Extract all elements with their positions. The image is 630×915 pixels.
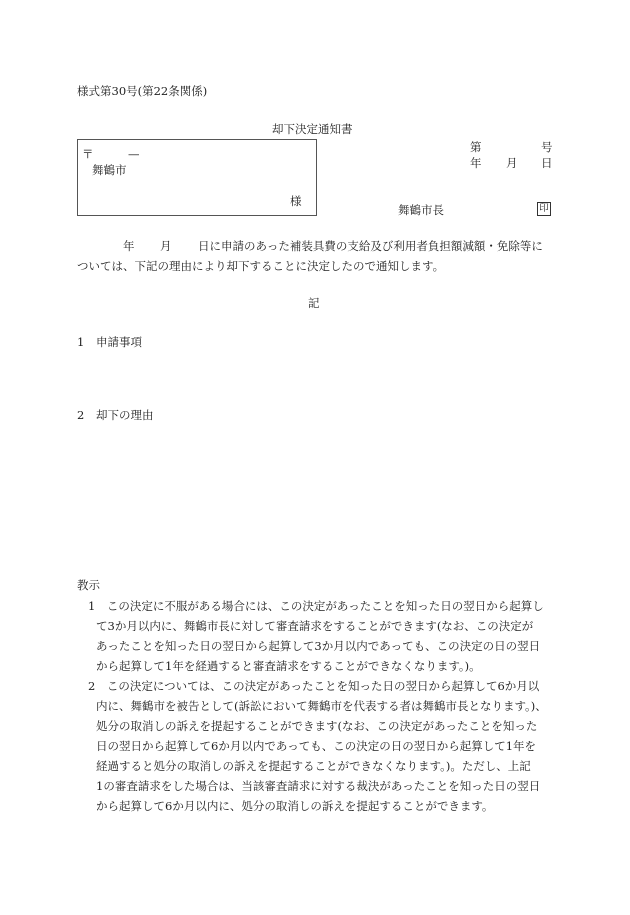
notice-item-2-line: 日の翌日から起算して6か月以内であっても、この決定の日の翌日から起算して1年を	[96, 739, 537, 753]
doc-number-go: 号	[541, 140, 553, 154]
body-month: 月	[160, 239, 172, 253]
body-year: 年	[123, 239, 135, 253]
notice-item-2-line: 1の審査請求をした場合は、当該審査請求に対する裁決があったことを知った日の翌日	[96, 779, 541, 793]
notice-item-2-line: 処分の取消しの訴えを提起することができます(なお、この決定があったことを知った	[96, 719, 538, 733]
notice-item-1-line: 1 この決定に不服がある場合には、この決定があったことを知った日の翌日から起算し	[88, 599, 544, 613]
notice-item-2-line: 経過すると処分の取消しの訴えを提起することができなくなります。)。ただし、上記	[96, 759, 531, 773]
section1-label: 申請事項	[96, 335, 142, 349]
notice-heading: 教示	[77, 578, 100, 592]
date-month: 月	[506, 156, 518, 170]
section1-number: 1	[77, 335, 85, 349]
body-line1: 日に申請のあった補装具費の支給及び利用者負担額減額・免除等に	[198, 239, 543, 253]
notice-item-1-line: て3か月以内に、舞鶴市長に対して審査請求をすることができます(なお、この決定が	[96, 619, 534, 633]
date-day: 日	[541, 156, 553, 170]
issuer-name: 舞鶴市長	[398, 203, 444, 217]
section2-label: 却下の理由	[96, 408, 154, 422]
postal-mark: 〒	[82, 147, 94, 161]
section2-number: 2	[77, 408, 85, 422]
ki-heading: 記	[308, 296, 320, 310]
doc-number-dai: 第	[470, 140, 482, 154]
postal-dash: —	[128, 147, 140, 161]
body-line2: ついては、下記の理由により却下することに決定したので通知します。	[77, 259, 445, 273]
document-title: 却下決定通知書	[272, 122, 353, 136]
notice-item-2-line: 2 この決定については、この決定があったことを知った日の翌日から起算して6か月以	[88, 679, 540, 693]
notice-item-2-line: 内に、舞鶴市を被告として(訴訟において舞鶴市を代表する者は舞鶴市長となります。)、	[96, 699, 547, 713]
honorific-sama: 様	[290, 194, 302, 208]
notice-item-2-line: から起算して6か月以内に、処分の取消しの訴えを提起することができます。	[96, 799, 494, 813]
notice-item-1-line: から起算して1年を経過すると審査請求をすることができなくなります。)。	[96, 659, 481, 673]
recipient-city: 舞鶴市	[92, 163, 127, 177]
notice-item-1-line: あったことを知った日の翌日から起算して3か月以内であっても、この決定の日の翌日	[96, 639, 541, 653]
address-box	[77, 139, 317, 216]
date-year: 年	[470, 156, 482, 170]
seal-mark: 印	[537, 202, 551, 216]
form-number: 様式第30号(第22条関係)	[77, 84, 208, 98]
